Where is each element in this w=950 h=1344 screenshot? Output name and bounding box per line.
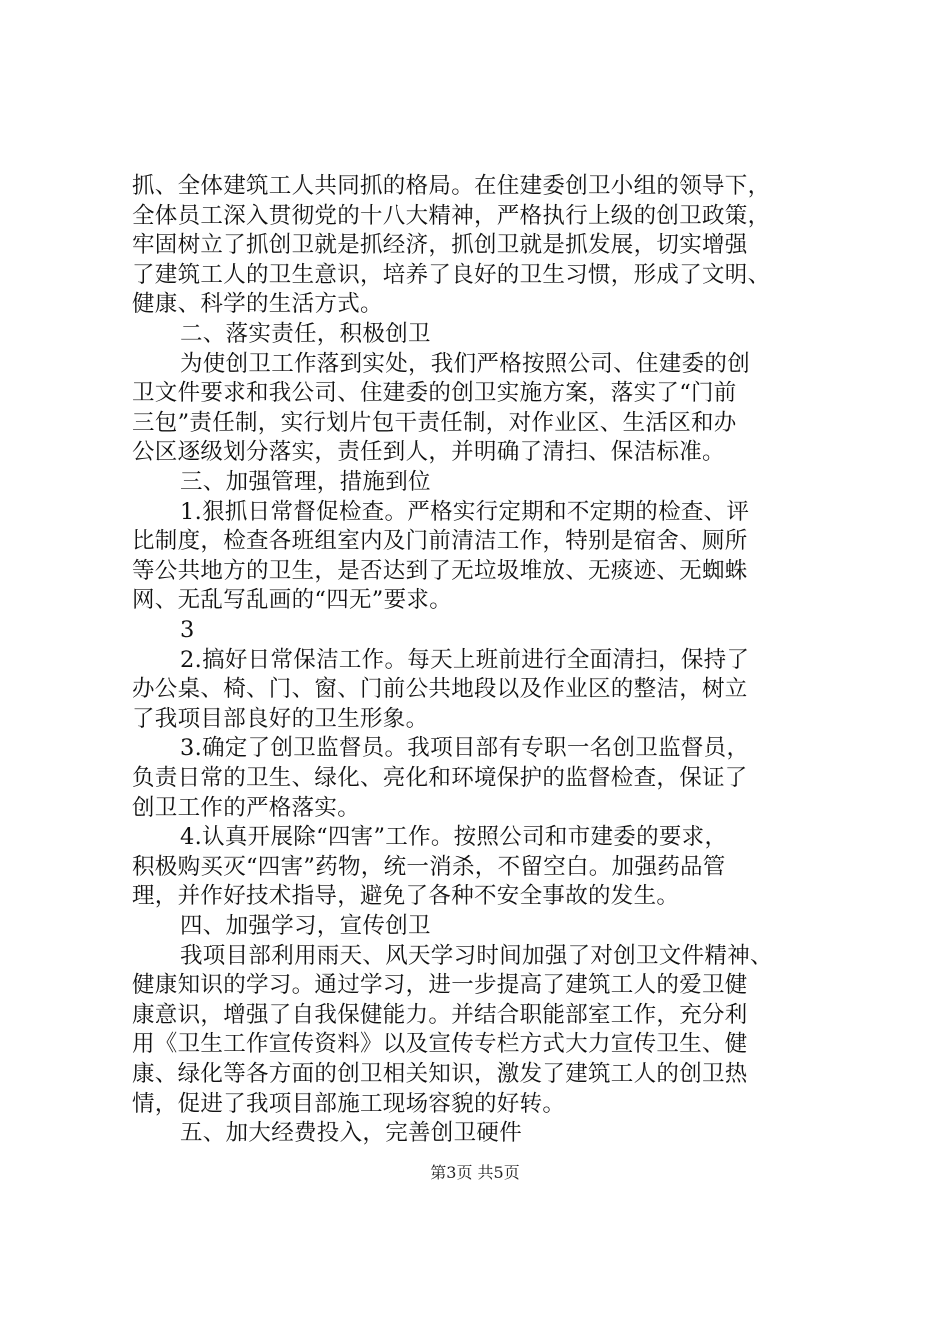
text-line: 创卫工作的严格落实。 [132, 794, 361, 821]
text-line: 办公桌、椅、门、窗、门前公共地段以及作业区的整洁，树立 [132, 676, 748, 703]
text-line: 网、无乱写乱画的“四无”要求。 [132, 587, 453, 614]
text-line: 情，促进了我项目部施工现场容貌的好转。 [132, 1090, 566, 1117]
text-line: 了我项目部良好的卫生形象。 [132, 705, 429, 732]
text-line: 4.认真开展除“四害”工作。按照公司和市建委的要求， [180, 824, 728, 851]
text-line: 牢固树立了抓创卫就是抓经济，抓创卫就是抓发展，切实增强 [132, 232, 748, 259]
text-line: 康、绿化等各方面的创卫相关知识，激发了建筑工人的创卫热 [132, 1061, 748, 1087]
text-line: 负责日常的卫生、绿化、亮化和环境保护的监督检查，保证了 [132, 765, 748, 791]
text-line: 我项目部利用雨天、风天学习时间加强了对创卫文件精神、 [180, 942, 773, 969]
text-line: 全体员工深入贯彻党的十八大精神，严格执行上级的创卫政策， [132, 202, 771, 229]
text-line: 用《卫生工作宣传资料》以及宣传专栏方式大力宣传卫生、健 [132, 1031, 748, 1058]
text-line: 公区逐级划分落实，责任到人，并明确了清扫、保洁标准。 [132, 439, 725, 466]
text-line: 积极购买灭“四害”药物，统一消杀，不留空白。加强药品管 [132, 853, 726, 880]
text-line: 健康知识的学习。通过学习，进一步提高了建筑工人的爱卫健 [132, 972, 748, 999]
section-heading: 五、加大经费投入，完善创卫硬件 [180, 1120, 523, 1147]
text-line: 了建筑工人的卫生意识，培养了良好的卫生习惯，形成了文明、 [132, 261, 771, 288]
text-line: 三包”责任制，实行划片包干责任制，对作业区、生活区和办 [132, 409, 737, 436]
text-line: 等公共地方的卫生，是否达到了无垃圾堆放、无痰迹、无蜘蛛 [132, 557, 748, 584]
text-line: 2.搞好日常保洁工作。每天上班前进行全面清扫，保持了 [180, 646, 750, 673]
text-line: 健康、科学的生活方式。 [132, 291, 383, 318]
section-heading: 三、加强管理，措施到位 [180, 469, 431, 495]
text-line: 抓、全体建筑工人共同抓的格局。在住建委创卫小组的领导下， [132, 173, 771, 199]
text-line: 3.确定了创卫监督员。我项目部有专职一名创卫监督员， [180, 735, 750, 762]
page-marker: 3 [180, 617, 195, 643]
section-heading: 四、加强学习，宣传创卫 [180, 913, 431, 939]
text-line: 理，并作好技术指导，避免了各种不安全事故的发生。 [132, 883, 680, 910]
page-footer: 第3页 共5页 [430, 1163, 520, 1182]
text-line: 比制度，检查各班组室内及门前清洁工作，特别是宿舍、厕所 [132, 528, 748, 555]
text-line: 1.狠抓日常督促检查。严格实行定期和不定期的检查、评 [180, 498, 750, 525]
text-line: 为使创卫工作落到实处，我们严格按照公司、住建委的创 [180, 350, 751, 377]
text-line: 卫文件要求和我公司、住建委的创卫实施方案，落实了“门前 [132, 380, 737, 407]
section-heading: 二、落实责任，积极创卫 [180, 321, 431, 347]
text-line: 康意识，增强了自我保健能力。并结合职能部室工作，充分利 [132, 1001, 748, 1028]
